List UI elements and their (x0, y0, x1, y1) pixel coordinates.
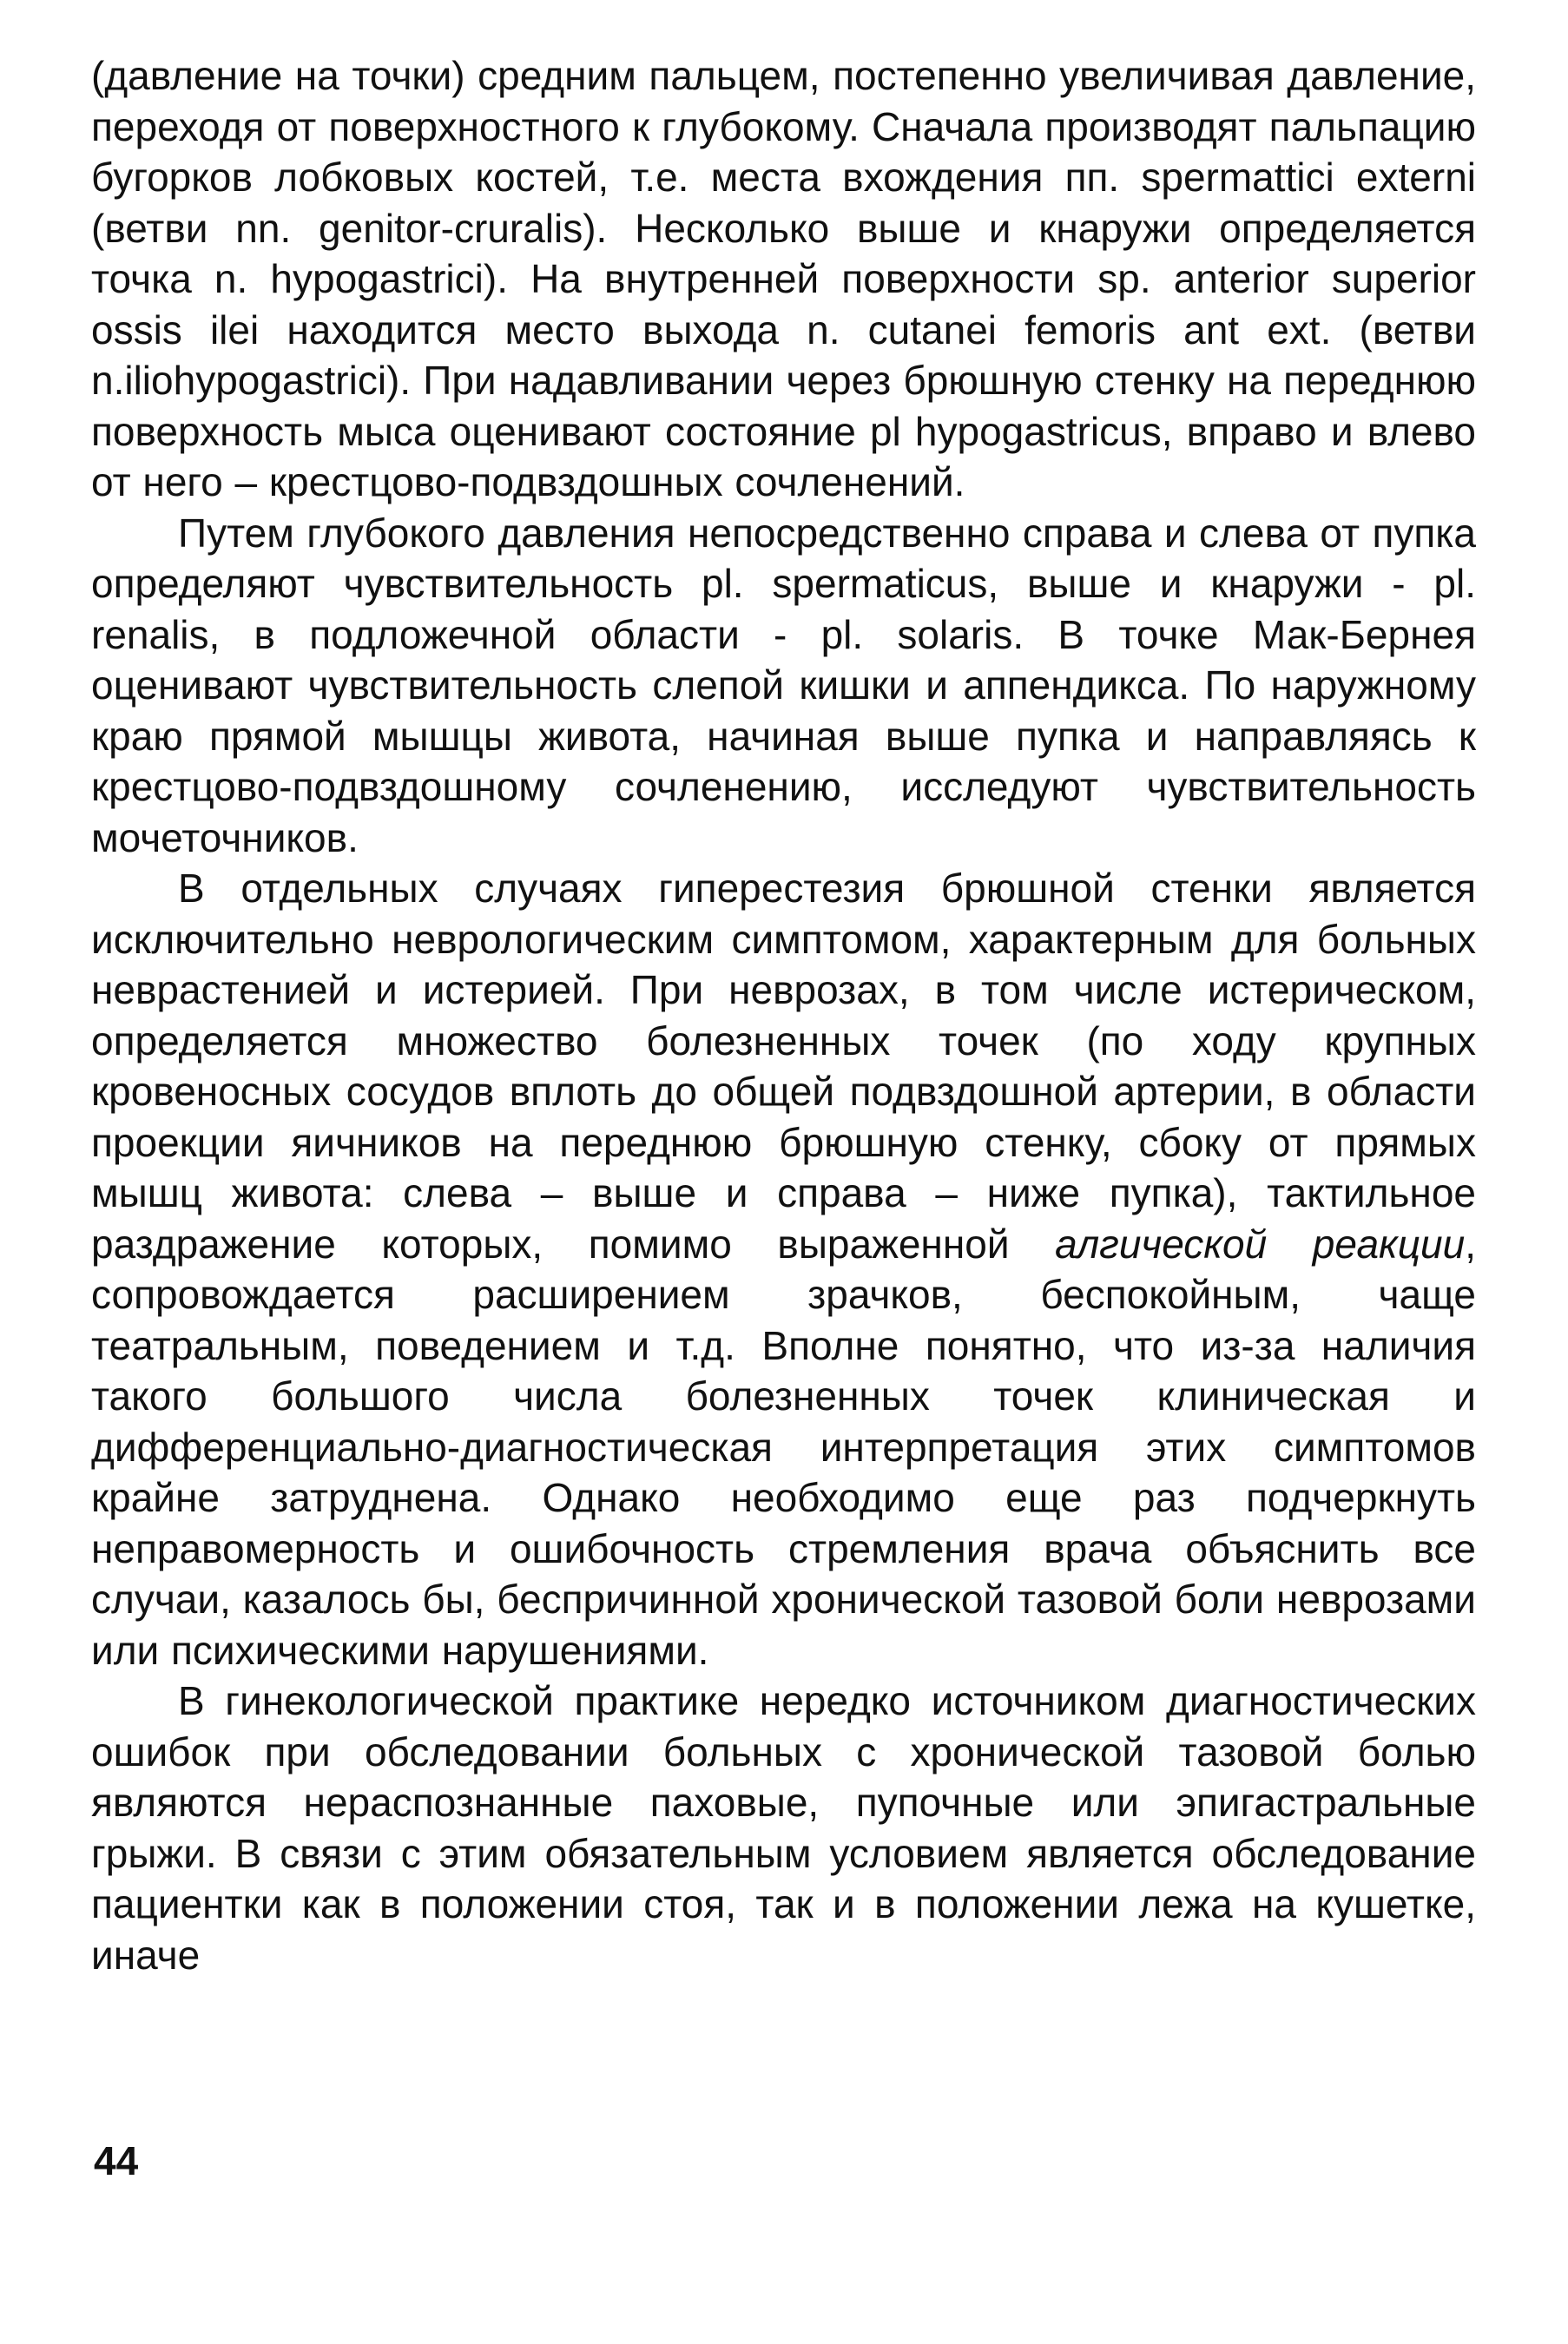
paragraph-2: Путем глубокого давления непосредственно справа и слева от пупка определяют чувствительность pl. spermaticus, выше и кнаружи - pl. renalis, в подложечной области - pl. solaris. В точке Мак-Бернея оценивают чувствительность слепой кишки и аппендикса. По наружному краю прямой мышцы живота, начиная выше пупка и направляясь к крестцово-подвздошному сочленению, исследуют чувствительность мочеточников. (91, 510, 1476, 860)
paragraph-3-text-start: В отдельных случаях гиперестезия брюшной стенки является исключительно неврологическим симптомом, характерным для больных неврастенией и истерией. При неврозах, в том числе истерическом, определяется множество болезненных точек (по ходу крупных кровеносных сосудов вплоть до общей подвздошной артерии, в области проекции яичников на переднюю брюшную стенку, сбоку от прямых мышц живота: слева – выше и справа – ниже пупка), тактильное раздражение которых, помимо выраженной (91, 866, 1476, 1267)
paragraph-4: В гинекологической практике нередко источником диагностических ошибок при обследовании больных с хронической тазовой болью являются нераспознанные паховые, пупочные или эпигастральные грыжи. В связи с этим обязательным условием является обследование пациентки как в положении стоя, так и в положении лежа на кушетке, иначе (91, 1678, 1476, 1978)
body-text (91, 50, 1476, 1980)
paragraph-3-text-end: , сопровождается расширением зрачков, беспокойным, чаще театральным, поведением и т.д. Вполне понятно, что из-за наличия такого большого числа болезненных точек клиническая и дифференциально-диагностическая интерпретация этих симптомов крайне затруднена. Однако необходимо еще раз подчеркнуть неправомерность и ошибочность стремления врача объяснить все случаи, казалось бы, беспричинной хронической тазовой боли неврозами или психическими нарушениями. (91, 1221, 1476, 1673)
page-number: 44 (94, 2138, 139, 2183)
paragraph-3-italic-term: алгической реакции (1055, 1221, 1466, 1267)
paragraph-3 (91, 863, 1476, 1676)
paragraph-1: (давление на точки) средним пальцем, постепенно увеличивая давление, переходя от поверхностного к глубокому. Сначала производят пальпацию бугорков лобковых костей, т.е. места вхождения пп. spermattici externi (ветви nn. genitor-cruralis). Несколько выше и кнаружи определяется точка n. hypogastrici). На внутренней поверхности sp. anterior superior ossis ilei находится место выхода n. cutanei femoris ant ext. (ветви n.iliohypogastrici). При надавливании через брюшную стенку на переднюю поверхность мыса оценивают состояние pl hypogastricus, вправо и влево от него – крестцово-подвздошных сочленений. (91, 53, 1476, 504)
